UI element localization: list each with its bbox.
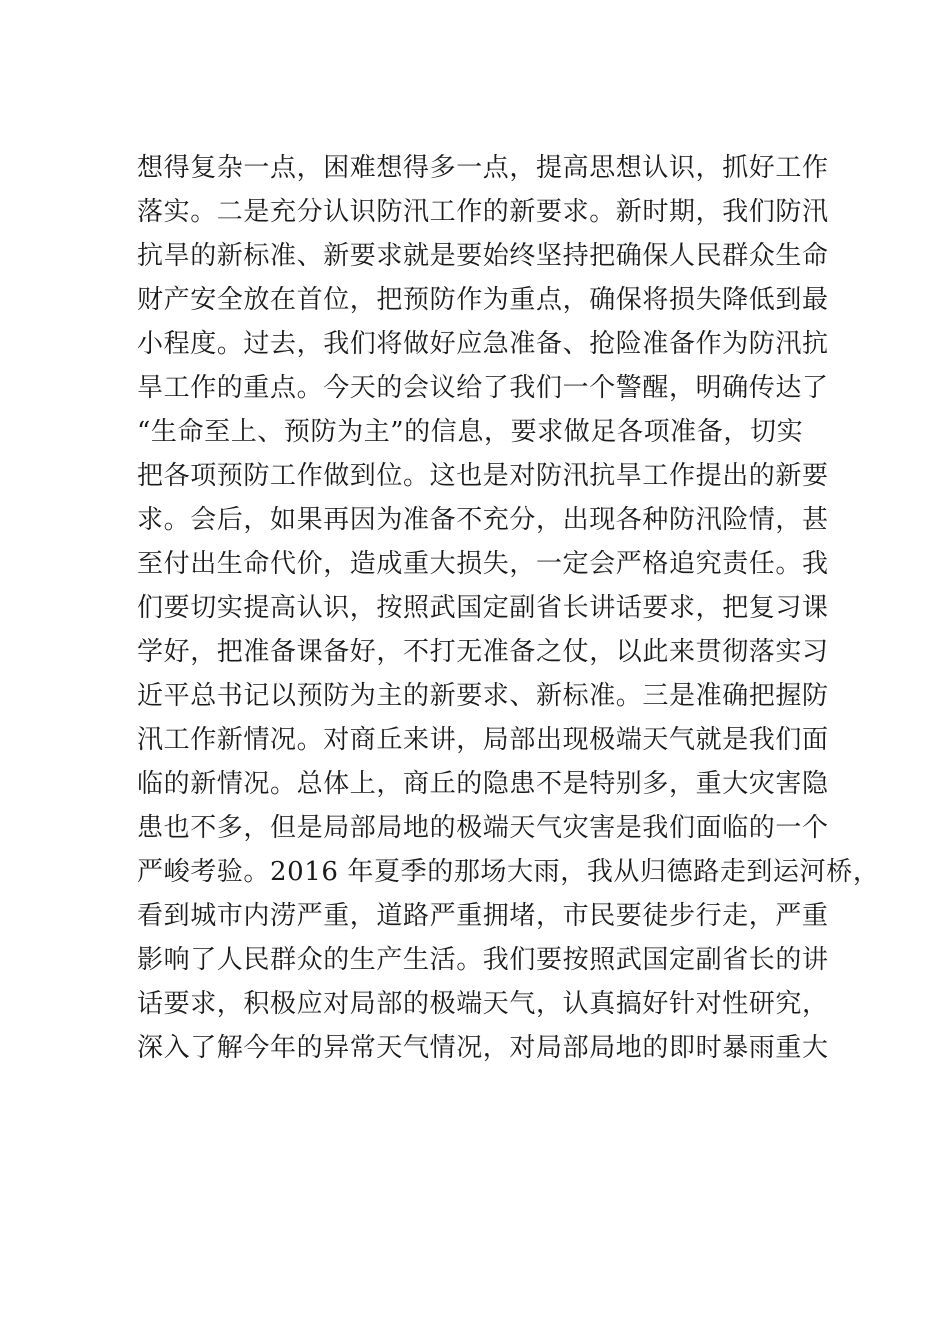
text-line: 落实。二是充分认识防汛工作的新要求。新时期，我们防汛 <box>137 197 829 227</box>
text-line: 抗旱的新标准、新要求就是要始终坚持把确保人民群众生命 <box>137 241 829 271</box>
text-line: 汛工作新情况。对商丘来讲，局部出现极端天气就是我们面 <box>137 725 829 755</box>
text-line: 患也不多，但是局部局地的极端天气灾害是我们面临的一个 <box>137 813 829 843</box>
text-line: 旱工作的重点。今天的会议给了我们一个警醒，明确传达了 <box>137 373 829 403</box>
text-line: 影响了人民群众的生产生活。我们要按照武国定副省长的讲 <box>137 945 829 975</box>
text-line: 学好，把准备课备好，不打无准备之仗，以此来贯彻落实习 <box>137 637 829 667</box>
text-line: 临的新情况。总体上，商丘的隐患不是特别多，重大灾害隐 <box>137 769 829 799</box>
body-text <box>137 146 880 1070</box>
text-line: 近平总书记以预防为主的新要求、新标准。三是准确把握防 <box>137 681 829 711</box>
text-line: “生命至上、预防为主”的信息，要求做足各项准备，切实 <box>137 417 804 447</box>
text-line: 财产安全放在首位，把预防作为重点，确保将损失降低到最 <box>137 285 829 315</box>
text-line: 想得复杂一点，困难想得多一点，提高思想认识，抓好工作 <box>137 153 829 183</box>
text-line: 看到城市内涝严重，道路严重拥堵，市民要徒步行走，严重 <box>137 901 829 931</box>
text-line: 把各项预防工作做到位。这也是对防汛抗旱工作提出的新要 <box>137 461 829 491</box>
text-line: 深入了解今年的异常天气情况，对局部局地的即时暴雨重大 <box>137 1033 829 1063</box>
text-line: 至付出生命代价，造成重大损失，一定会严格追究责任。我 <box>137 549 829 579</box>
text-line: 严峻考验。2016 年夏季的那场大雨，我从归德路走到运河桥， <box>137 857 880 887</box>
text-line: 们要切实提高认识，按照武国定副省长讲话要求，把复习课 <box>137 593 829 623</box>
text-line: 求。会后，如果再因为准备不充分，出现各种防汛险情，甚 <box>137 505 829 535</box>
text-line: 小程度。过去，我们将做好应急准备、抢险准备作为防汛抗 <box>137 329 829 359</box>
text-line: 话要求，积极应对局部的极端天气，认真搞好针对性研究， <box>137 989 829 1019</box>
